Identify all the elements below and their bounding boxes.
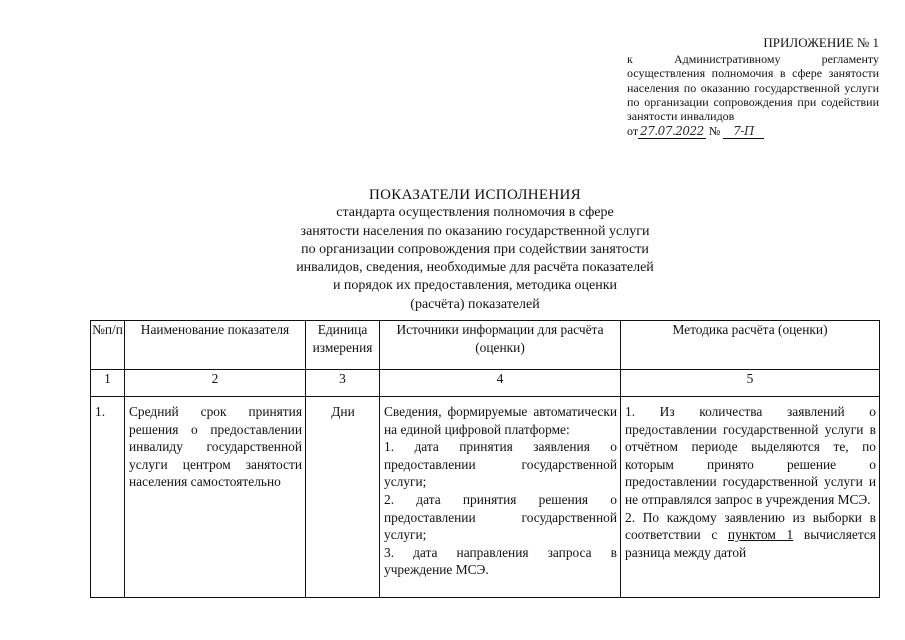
- appendix-title: ПРИЛОЖЕНИЕ № 1: [763, 35, 879, 50]
- sources-intro: Сведения, формируемые автоматически на единой цифровой платформе:: [384, 404, 617, 437]
- column-number-5: 5: [621, 370, 880, 397]
- appendix-signature-line: [627, 124, 879, 138]
- column-number-4: 4: [380, 370, 621, 397]
- column-number-row: [91, 370, 880, 397]
- header-cell-unit: Единица измерения: [306, 321, 380, 370]
- row-number: 1.: [95, 404, 106, 419]
- heading-line-1: стандарта осуществления полномочия в сфере: [336, 205, 614, 221]
- header-cell-name: Наименование показателя: [125, 321, 306, 370]
- date-prefix: от: [627, 124, 639, 139]
- method-content: [621, 397, 879, 561]
- heading-line-2: занятости населения по оказанию государственной услуги: [300, 223, 650, 239]
- appendix-text: к Административному регламенту осуществления полномочия в сфере занятости населения по оказанию государственной услуги по организации сопровождения при содействии занятости инвалидов: [627, 52, 879, 124]
- sources-cell: [380, 397, 621, 598]
- point-1-link[interactable]: пунктом 1: [727, 527, 794, 543]
- method-p2-after: вычисляется разница между датой: [625, 527, 876, 560]
- document-heading: [240, 186, 710, 314]
- appendix-block: [627, 36, 879, 138]
- sources-item-1: 1. дата принятия заявления о предоставлении государственной услуги;: [384, 439, 617, 490]
- heading-line-5: и порядок их предоставления, методика оценки: [332, 278, 618, 294]
- method-paragraph-1: 1. Из количества заявлений о предоставлении государственной услуги в отчётном периоде выделяются те, по которым принято решение о предоставлении государственной услуги и не отправлялся запрос в учреждения МСЭ.: [625, 404, 876, 507]
- method-paragraph-2: [625, 509, 876, 562]
- method-p2-before: 2. По каждому заявлению из выборки в соответствии с: [625, 509, 876, 543]
- column-number-2: 2: [125, 370, 306, 397]
- header-cell-method: Методика расчёта (оценки): [621, 321, 880, 370]
- header-cell-number: №п/п: [91, 321, 125, 370]
- sources-item-3: 3. дата направления запроса в учреждение МСЭ.: [384, 544, 617, 578]
- heading-line-4: инвалидов, сведения, необходимые для расчёта показателей: [296, 260, 654, 276]
- indicators-table: [90, 320, 880, 598]
- sources-item-2: 2. дата принятия решения о предоставлении государственной услуги;: [384, 491, 617, 543]
- row-number-cell: [91, 397, 125, 598]
- table-row: [91, 397, 880, 598]
- indicator-name: Средний срок принятия решения о предоставлении инвалиду государственной услуги центром занятости населения самостоятельно: [129, 404, 302, 490]
- indicator-unit: Дни: [331, 404, 355, 419]
- heading-title: ПОКАЗАТЕЛИ ИСПОЛНЕНИЯ: [369, 187, 581, 203]
- handwritten-date: 27.07.2022: [640, 124, 704, 139]
- unit-cell: [306, 397, 380, 598]
- sources-content: [380, 397, 620, 579]
- header-cell-sources: Источники информации для расчёта (оценки): [380, 321, 621, 370]
- heading-line-3: по организации сопровождения при содействии занятости: [301, 241, 649, 257]
- column-number-3: 3: [306, 370, 380, 397]
- indicator-name-cell: [125, 397, 306, 598]
- column-number-1: 1: [91, 370, 125, 397]
- table-header-row: [91, 321, 880, 370]
- heading-line-6: (расчёта) показателей: [410, 296, 540, 312]
- number-prefix: №: [708, 124, 721, 139]
- method-cell: [621, 397, 880, 598]
- handwritten-number: 7-П: [723, 124, 764, 139]
